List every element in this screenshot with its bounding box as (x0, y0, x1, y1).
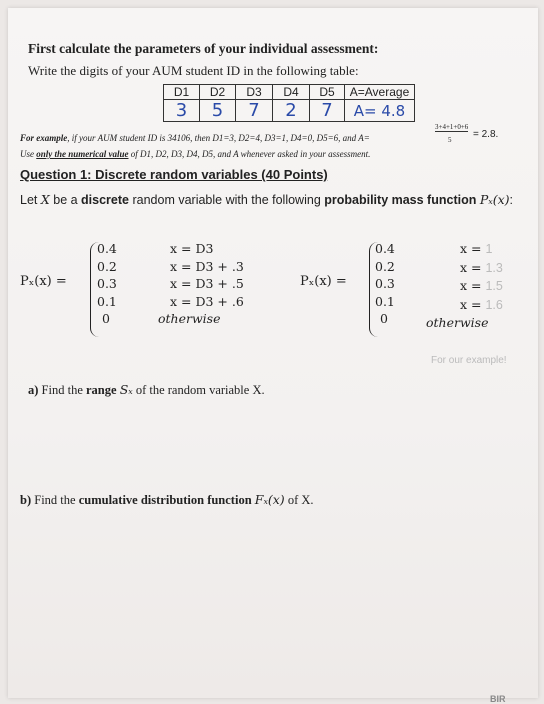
right-prob: 0.3 (375, 276, 395, 291)
right-prob: 0.2 (375, 258, 395, 274)
cell-d4: 2 (273, 100, 310, 122)
fraction-numerator: 3+4+1+0+6 (435, 123, 469, 131)
question-intro (20, 192, 513, 207)
pmf-right-label: Pₓ(x) = (300, 274, 347, 289)
intro-bold1: discrete (81, 193, 129, 207)
right-x-eq: x = (460, 241, 482, 256)
question-title: Question 1: Discrete random variables (40 Points) (20, 167, 328, 182)
right-x-eq: x = (460, 296, 482, 312)
intro-a: Let (20, 193, 41, 207)
part-b-bold: cumulative distribution function (78, 493, 252, 507)
digits-table (163, 84, 415, 122)
right-value: 1.3 (485, 260, 503, 275)
left-cond: otherwise (158, 311, 221, 326)
example-prefix: For example (20, 133, 68, 143)
left-cond: x = D3 + .5 (170, 276, 244, 291)
use-word: Use (20, 149, 34, 159)
right-x-eq: x = (460, 259, 482, 275)
left-cond: x = D3 (170, 241, 214, 256)
pmf-right-probs (375, 240, 395, 328)
pmf-right-conds (426, 240, 503, 332)
example-text: , if your AUM student ID is 34106, then D1=3, D2=4, D3=1, D4=0, D5=6, and A= (67, 133, 370, 143)
left-prob: 0.4 (97, 241, 117, 256)
right-otherwise: otherwise (426, 315, 489, 330)
right-value: 1.6 (485, 297, 503, 312)
left-prob: 0.1 (97, 293, 117, 309)
header-d2: D2 (200, 85, 236, 100)
pmf-left-label: Pₓ(x) = (20, 274, 67, 289)
page-heading: First calculate the parameters of your individual assessment: (28, 41, 379, 56)
intro-bold2: probability mass function (324, 193, 477, 207)
part-a-text1: Find the (41, 383, 83, 397)
header-d3: D3 (236, 85, 273, 100)
left-prob: 0.2 (97, 258, 117, 274)
cell-d3: 7 (236, 100, 273, 122)
pmf-left-probs (97, 240, 117, 328)
part-b (20, 492, 314, 508)
header-d4: D4 (273, 85, 310, 100)
use-emphasis: only the numerical value (36, 149, 129, 159)
cell-average: A= 4.8 (345, 100, 415, 122)
fraction-denominator: 5 (448, 136, 452, 144)
instruction-line: Write the digits of your AUM student ID in the following table: (28, 63, 359, 78)
cell-d2: 5 (200, 100, 236, 122)
part-b-text2: of X. (287, 493, 314, 507)
part-a-label: a) (28, 383, 39, 397)
header-d5: D5 (310, 85, 345, 100)
use-rest: of D1, D2, D3, D4, D5, and A whenever asked in your assessment. (128, 149, 371, 159)
left-cond: x = D3 + .3 (170, 258, 244, 274)
right-x-eq: x = (460, 278, 482, 293)
intro-b: be a (49, 193, 82, 207)
part-b-symbol: Fₓ(x) (254, 492, 285, 507)
use-line (20, 149, 370, 159)
header-average: A=Average (345, 85, 415, 100)
left-prob: 0 (102, 311, 110, 326)
part-b-label: b) (20, 493, 32, 507)
right-prob: 0.1 (375, 293, 395, 309)
pencil-note: For our example! (431, 355, 507, 366)
part-a-text2: of the random variable X. (135, 383, 265, 397)
intro-e: : (509, 193, 513, 207)
cell-d5: 7 (310, 100, 345, 122)
part-a-bold: range (86, 383, 117, 397)
pmf-left-conds (158, 240, 244, 328)
header-d1: D1 (164, 85, 200, 100)
part-b-text1: Find the (34, 493, 76, 507)
part-a-symbol: Sₓ (119, 382, 133, 397)
part-a (28, 382, 265, 398)
right-value: 1 (485, 242, 493, 256)
left-cond: x = D3 + .6 (170, 293, 244, 309)
cell-d1: 3 (164, 100, 200, 122)
fraction-result: = 2.8. (473, 129, 499, 140)
right-prob: 0.4 (375, 241, 395, 256)
example-line (20, 133, 370, 143)
intro-x: X (40, 192, 50, 207)
intro-px: Pₓ(x) (479, 192, 510, 207)
right-prob: 0 (380, 311, 388, 326)
left-prob: 0.3 (97, 276, 117, 291)
page-corner-text: BIR (490, 694, 506, 704)
intro-c: random variable with the following (129, 193, 325, 207)
right-value: 1.5 (485, 279, 503, 293)
worksheet-page (8, 8, 538, 704)
